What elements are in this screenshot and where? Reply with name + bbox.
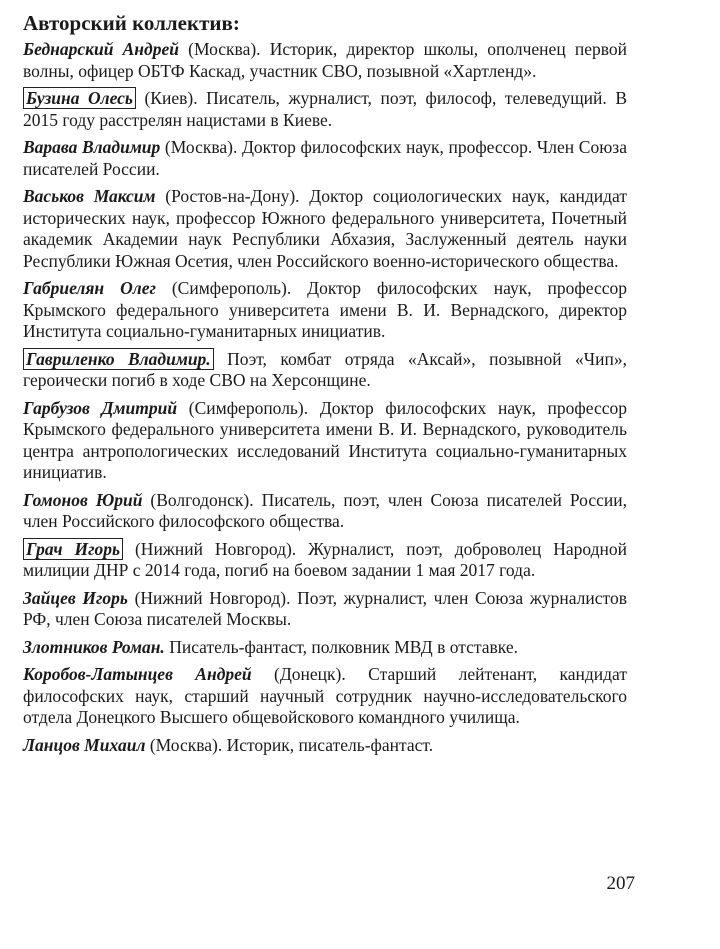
- author-description: (Волгодонск). Писатель, поэт, член Союза писателей России, член Российского философского общества.: [23, 489, 628, 531]
- section-heading: Авторский коллектив:: [23, 11, 240, 35]
- author-entry: [23, 588, 627, 631]
- author-name-boxed: Грач Игорь: [23, 538, 123, 560]
- author-description: (Москва). Историк, писатель-фантаст.: [145, 734, 434, 755]
- author-entry: [23, 88, 627, 131]
- author-name-boxed: Бузина Олесь: [23, 87, 136, 109]
- author-name: Васьков Максим: [23, 186, 156, 206]
- page-number: 207: [606, 873, 635, 894]
- author-name: Габриелян Олег: [23, 278, 156, 298]
- page-content: [23, 10, 627, 762]
- author-name: Ланцов Михаил: [23, 734, 146, 755]
- author-entry: [23, 637, 627, 659]
- author-description: (Симферополь). Доктор философских наук, профессор Крымского федерального университета имени В. И. Вернадского, директор Института социально-гуманитарных инициатив.: [23, 278, 627, 341]
- author-entry: [23, 186, 627, 272]
- author-description: (Нижний Новгород). Журналист, поэт, доброволец Народной милиции ДНР с 2014 года, погиб на боевом задании 1 мая 2017 года.: [23, 538, 627, 580]
- author-entry: [23, 349, 627, 392]
- author-name: Зайцев Игорь: [23, 587, 128, 608]
- author-name: Коробов-Латынцев Андрей: [23, 664, 252, 684]
- author-description: Поэт, комбат отряда «Аксай», позывной «Чип», героически погиб в ходе СВО на Херсонщине.: [23, 348, 627, 390]
- author-description: (Киев). Писатель, журналист, поэт, философ, телеведущий. В 2015 году расстрелян нацистами в Киеве.: [23, 88, 627, 130]
- author-name: Злотников Роман.: [23, 636, 165, 657]
- author-entry: [23, 137, 627, 180]
- author-name-boxed: Гавриленко Владимир.: [23, 348, 214, 370]
- author-entry: [23, 490, 627, 533]
- author-entry: [23, 735, 627, 757]
- author-name: Беднарский Андрей: [23, 39, 179, 59]
- author-description: (Москва). Доктор философских наук, профессор. Член Союза писателей России.: [23, 137, 627, 179]
- author-entry: [23, 278, 627, 343]
- author-description: Писатель-фантаст, полковник МВД в отставке.: [164, 636, 519, 657]
- author-name: Гарбузов Дмитрий: [23, 397, 178, 418]
- author-name: Варава Владимир: [23, 137, 161, 157]
- author-description: (Ростов-на-Дону). Доктор социологических наук, кандидат исторических наук, профессор Южного федерального университета, Почетный академик Академии наук Республики Абхазия, Заслуженный деятель науки Республики Южная Осетия, член Российского военно-исторического общества.: [23, 186, 628, 271]
- author-description: (Симферополь). Доктор философских наук, профессор Крымского федерального университета имени В. И. Вернадского, руководитель центра антропологических исследований Института социально-гуманитарных инициатив.: [23, 397, 628, 482]
- author-description: (Донецк). Старший лейтенант, кандидат философских наук, старший научный сотрудник научно-исследовательского отдела Донецкого Высшего общевойскового командного училища.: [23, 664, 627, 727]
- author-entry: [23, 539, 627, 582]
- author-description: (Нижний Новгород). Поэт, журналист, член Союза журналистов РФ, член Союза писателей Москвы.: [23, 587, 627, 629]
- author-description: (Москва). Историк, директор школы, ополченец первой волны, офицер ОБТФ Каскад, участник СВО, позывной «Хартленд».: [23, 39, 627, 81]
- author-entry: [23, 398, 627, 484]
- author-name: Гомонов Юрий: [23, 489, 143, 510]
- author-entry: [23, 664, 627, 729]
- author-entry: [23, 39, 627, 82]
